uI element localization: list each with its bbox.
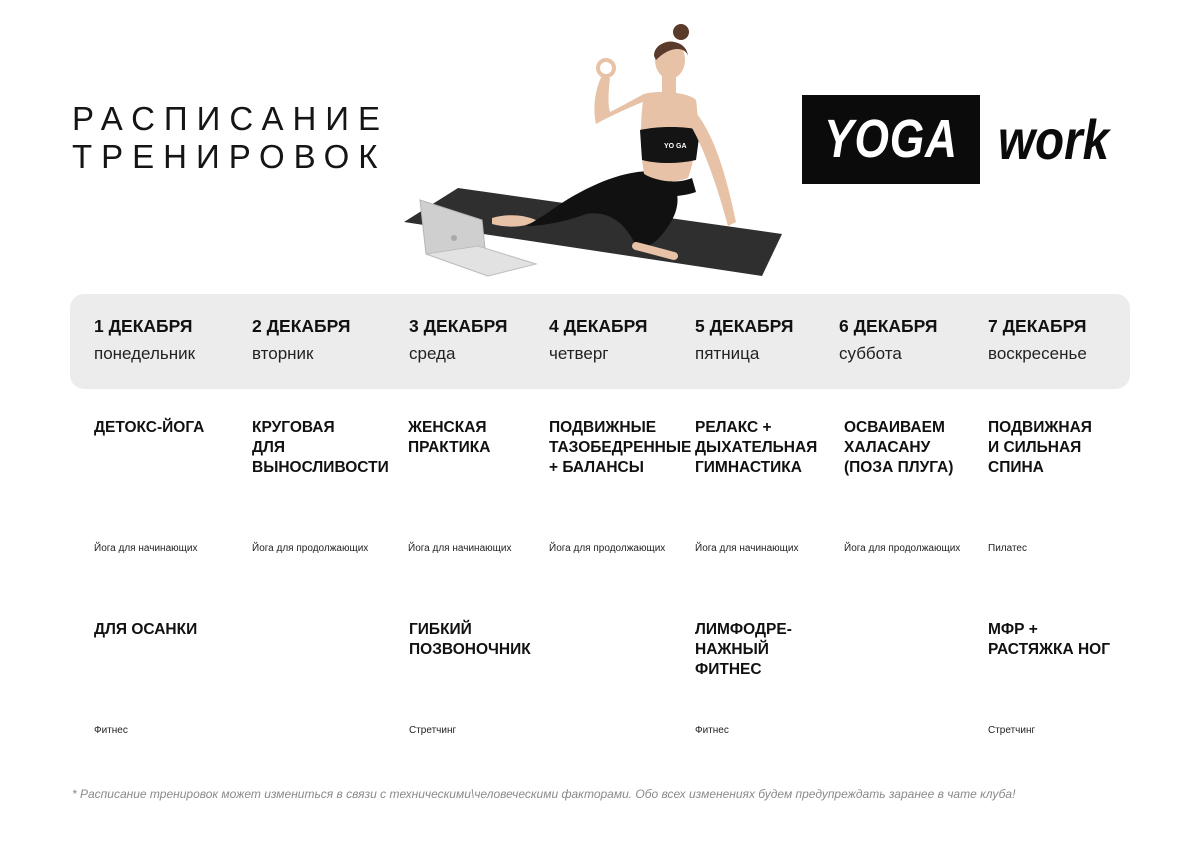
- class-title: [408, 418, 490, 458]
- class-type: Йога для продолжающих: [844, 543, 961, 554]
- class-title: [549, 418, 691, 478]
- class-type: Йога для начинающих: [695, 543, 799, 554]
- day-weekday: пятница: [695, 344, 760, 363]
- class-type: Пилатес: [988, 543, 1027, 554]
- day-date: 2 ДЕКАБРЯ: [252, 316, 351, 336]
- day-weekday: понедельник: [94, 344, 196, 363]
- logo-yoga-text: YOGA: [824, 109, 958, 169]
- class-type: Йога для продолжающих: [252, 543, 369, 554]
- class-title-line: ПРАКТИКА: [408, 439, 491, 456]
- day-weekday: четверг: [549, 344, 609, 363]
- class-title-line: ПОДВИЖНАЯ: [988, 419, 1092, 436]
- class-title-line: ГИБКИЙ: [409, 621, 472, 638]
- title-line-2: ТРЕНИРОВОК: [72, 138, 387, 175]
- class-title-line: ТАЗОБЕДРЕННЫЕ: [549, 439, 692, 456]
- class-type: Фитнес: [695, 725, 729, 736]
- class-title-line: ДЛЯ ОСАНКИ: [94, 621, 198, 638]
- day-weekday: воскресенье: [988, 344, 1087, 363]
- class-type: Йога для начинающих: [408, 543, 512, 554]
- class-title-line: СПИНА: [988, 459, 1044, 476]
- day-date: 1 ДЕКАБРЯ: [94, 316, 193, 336]
- class-title-line: ПОЗВОНОЧНИК: [409, 641, 531, 658]
- class-title: [409, 620, 531, 660]
- class-title-line: ХАЛАСАНУ: [844, 439, 931, 456]
- brand-logo: [802, 95, 1142, 185]
- class-title-line: ЖЕНСКАЯ: [408, 419, 487, 436]
- day-weekday: вторник: [252, 344, 314, 363]
- class-title-line: ВЫНОСЛИВОСТИ: [252, 459, 389, 476]
- class-type: Фитнес: [94, 725, 128, 736]
- days-header-band: [70, 294, 1130, 389]
- class-title-line: ФИТНЕС: [695, 661, 762, 678]
- logo-work-text: work: [998, 108, 1110, 171]
- class-type: Стретчинг: [409, 725, 457, 736]
- class-title-line: ЛИМФОДРЕ-: [695, 621, 792, 638]
- class-title: [94, 418, 204, 438]
- class-title: [695, 418, 817, 478]
- class-title-line: РАСТЯЖКА НОГ: [988, 641, 1111, 658]
- class-title-line: НАЖНЫЙ: [695, 641, 769, 658]
- top-print: YO GA: [664, 143, 687, 150]
- day-date: 7 ДЕКАБРЯ: [988, 316, 1087, 336]
- day-weekday: суббота: [839, 344, 902, 363]
- class-title-line: + БАЛАНСЫ: [549, 459, 644, 476]
- page-title: [72, 100, 389, 176]
- day-date: 6 ДЕКАБРЯ: [839, 316, 938, 336]
- class-title: [844, 418, 953, 478]
- title-line-1: РАСПИСАНИЕ: [72, 100, 390, 137]
- footnote: * Расписание тренировок может измениться в связи с техническими\человеческими факторами. Обо всех изменениях будем предупреждать заранее в чате клуба!: [72, 787, 1016, 801]
- class-type: Йога для начинающих: [94, 543, 198, 554]
- class-title-line: КРУГОВАЯ: [252, 419, 335, 436]
- class-title-line: РЕЛАКС +: [695, 419, 772, 436]
- class-title-line: ДЛЯ: [252, 439, 286, 456]
- day-date: 5 ДЕКАБРЯ: [695, 316, 794, 336]
- day-weekday: среда: [409, 344, 456, 363]
- class-title-line: МФР +: [988, 621, 1038, 638]
- class-type: Стретчинг: [988, 725, 1036, 736]
- class-type: Йога для продолжающих: [549, 543, 666, 554]
- class-title-line: (ПОЗА ПЛУГА): [844, 459, 954, 476]
- class-title-line: ДЫХАТЕЛЬНАЯ: [695, 439, 818, 456]
- class-title-line: И СИЛЬНАЯ: [988, 439, 1082, 456]
- class-title-line: ГИМНАСТИКА: [695, 459, 802, 476]
- class-title: [988, 620, 1110, 660]
- class-title: [94, 620, 197, 640]
- class-title-line: ПОДВИЖНЫЕ: [549, 419, 657, 436]
- class-title: [695, 620, 792, 680]
- class-title-line: ОСВАИВАЕМ: [844, 419, 945, 436]
- hero-yoga-illustration: [396, 14, 796, 294]
- day-date: 4 ДЕКАБРЯ: [549, 316, 648, 336]
- day-date: 3 ДЕКАБРЯ: [409, 316, 508, 336]
- class-title: [252, 418, 389, 478]
- class-title: [988, 418, 1092, 478]
- class-title-line: ДЕТОКС-ЙОГА: [94, 419, 205, 436]
